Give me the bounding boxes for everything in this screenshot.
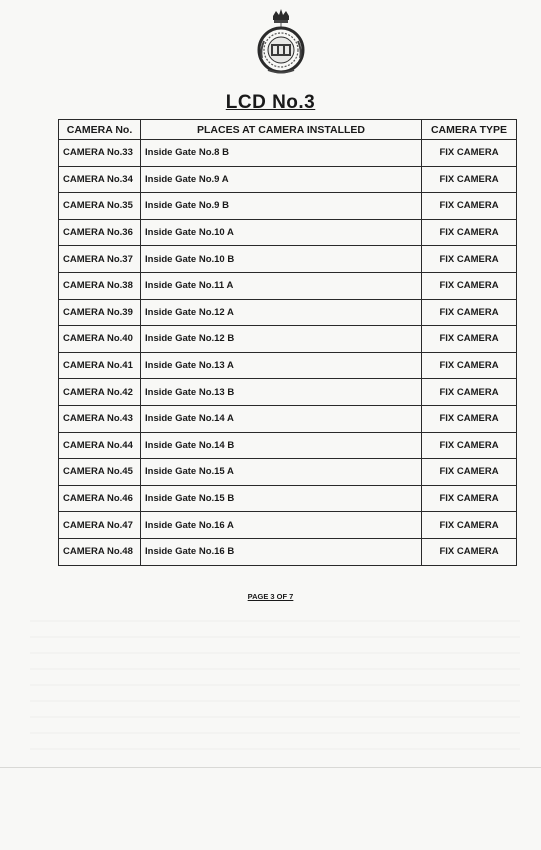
camera-number-cell: CAMERA No.41 [59,352,141,379]
camera-type-cell: FIX CAMERA [422,459,517,486]
camera-type-cell: FIX CAMERA [422,299,517,326]
page-edge-line [0,767,541,768]
camera-number-cell: CAMERA No.42 [59,379,141,406]
camera-number-cell: CAMERA No.38 [59,272,141,299]
camera-number-cell: CAMERA No.34 [59,166,141,193]
camera-type-cell: FIX CAMERA [422,538,517,565]
camera-type-cell: FIX CAMERA [422,140,517,167]
table-row [59,405,517,432]
place-cell: Inside Gate No.15 A [141,459,422,486]
table-row [59,485,517,512]
camera-number-cell: CAMERA No.37 [59,246,141,273]
place-cell: Inside Gate No.12 A [141,299,422,326]
table-row [59,246,517,273]
place-cell: Inside Gate No.11 A [141,272,422,299]
camera-type-cell: FIX CAMERA [422,272,517,299]
place-cell: Inside Gate No.9 A [141,166,422,193]
camera-number-cell: CAMERA No.35 [59,193,141,220]
camera-type-cell: FIX CAMERA [422,193,517,220]
table-row [59,459,517,486]
camera-type-cell: FIX CAMERA [422,352,517,379]
camera-type-cell: FIX CAMERA [422,432,517,459]
table-row [59,379,517,406]
camera-number-cell: CAMERA No.40 [59,326,141,353]
table-row [59,193,517,220]
camera-number-cell: CAMERA No.33 [59,140,141,167]
table-row [59,326,517,353]
table-row [59,432,517,459]
camera-type-cell: FIX CAMERA [422,485,517,512]
crest-emblem-icon [256,8,306,74]
place-cell: Inside Gate No.14 A [141,405,422,432]
camera-number-cell: CAMERA No.36 [59,219,141,246]
camera-type-cell: FIX CAMERA [422,166,517,193]
camera-type-cell: FIX CAMERA [422,379,517,406]
place-cell: Inside Gate No.9 B [141,193,422,220]
table-row [59,512,517,539]
reverse-side-bleed-through [30,620,520,750]
place-cell: Inside Gate No.16 A [141,512,422,539]
place-cell: Inside Gate No.14 B [141,432,422,459]
place-cell: Inside Gate No.8 B [141,140,422,167]
camera-number-cell: CAMERA No.45 [59,459,141,486]
camera-number-cell: CAMERA No.47 [59,512,141,539]
table-row [59,299,517,326]
camera-type-cell: FIX CAMERA [422,219,517,246]
camera-type-cell: FIX CAMERA [422,405,517,432]
table-header-row [59,120,517,140]
header-places: PLACES AT CAMERA INSTALLED [141,120,422,140]
place-cell: Inside Gate No.13 A [141,352,422,379]
header-camera-no: CAMERA No. [59,120,141,140]
camera-type-cell: FIX CAMERA [422,326,517,353]
page-title: LCD No.3 [225,92,316,113]
camera-table [58,119,517,566]
table-row [59,219,517,246]
camera-type-cell: FIX CAMERA [422,512,517,539]
place-cell: Inside Gate No.10 B [141,246,422,273]
camera-type-cell: FIX CAMERA [422,246,517,273]
place-cell: Inside Gate No.12 B [141,326,422,353]
header-camera-type: CAMERA TYPE [422,120,517,140]
place-cell: Inside Gate No.13 B [141,379,422,406]
camera-number-cell: CAMERA No.43 [59,405,141,432]
table-row [59,272,517,299]
camera-number-cell: CAMERA No.48 [59,538,141,565]
place-cell: Inside Gate No.16 B [141,538,422,565]
place-cell: Inside Gate No.10 A [141,219,422,246]
camera-number-cell: CAMERA No.44 [59,432,141,459]
page-number: PAGE 3 OF 7 [247,592,294,601]
place-cell: Inside Gate No.15 B [141,485,422,512]
table-row [59,352,517,379]
table-row [59,140,517,167]
table-row [59,166,517,193]
table-row [59,538,517,565]
camera-number-cell: CAMERA No.46 [59,485,141,512]
camera-number-cell: CAMERA No.39 [59,299,141,326]
